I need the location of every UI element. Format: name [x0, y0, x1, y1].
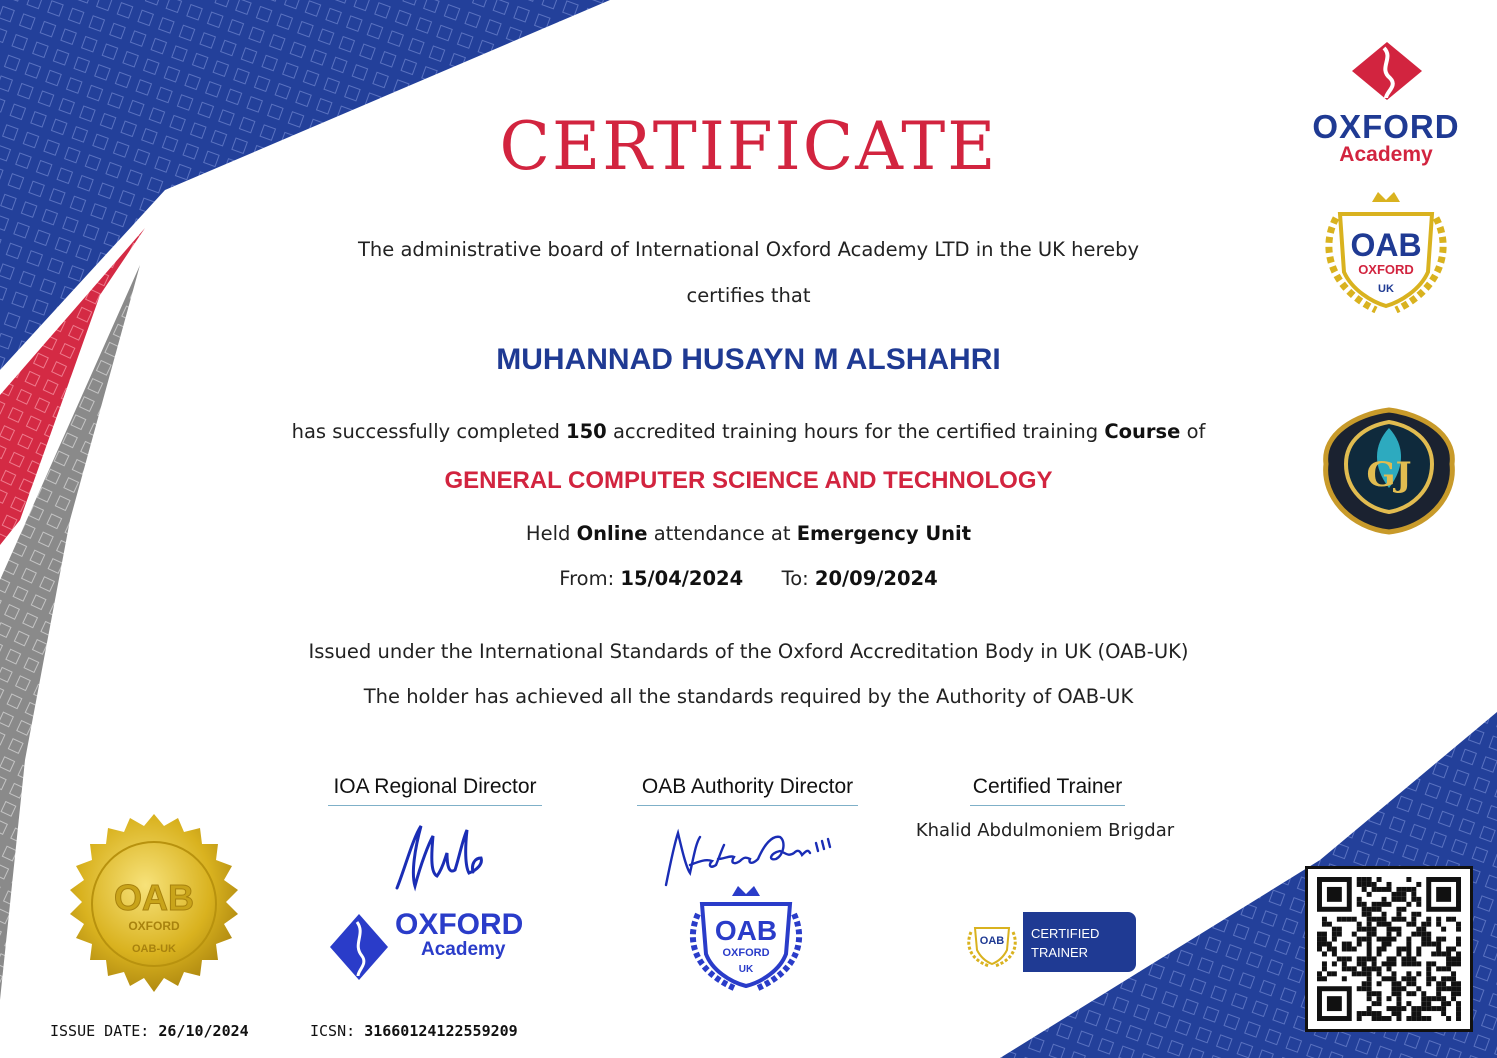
recipient-name: MUHANNAD HUSAYN M ALSHAHRI [496, 343, 1001, 376]
completion-middle: accredited training hours for the certified training [612, 420, 1099, 443]
qr-code-frame [1305, 866, 1473, 1032]
seal-country: OAB-UK [132, 943, 176, 955]
oxford-logo-main: OXFORD [1312, 108, 1460, 145]
emblem-initials: GJ [1366, 455, 1412, 495]
oxford-academy-logo [1296, 110, 1476, 166]
oab-stamp-icon [684, 884, 808, 994]
certified-badge-line2: TRAINER [1031, 945, 1089, 960]
oab-stamp-main: OAB [714, 915, 778, 946]
certified-trainer-badge [1023, 912, 1136, 972]
held-line [0, 522, 1497, 545]
oxford-stamp [395, 910, 545, 960]
certificate-title: CERTIFICATE [499, 108, 998, 185]
seal-sub: OXFORD [128, 919, 180, 933]
qr-code-icon [1316, 877, 1462, 1021]
intro-line-1: The administrative board of International Oxford Academy LTD in the UK hereby [357, 238, 1140, 261]
held-middle: attendance at [653, 522, 791, 545]
from-label: From: [559, 567, 615, 590]
oxford-stamp-sub: Academy [421, 939, 506, 960]
attendance-mode: Online [576, 522, 648, 545]
oab-stamp-sub: OXFORD [722, 947, 770, 959]
course-name: GENERAL COMPUTER SCIENCE AND TECHNOLOGY [444, 467, 1053, 494]
issue-date-label: ISSUE DATE: [50, 1022, 150, 1040]
oxford-stamp-main: OXFORD [395, 908, 524, 941]
issue-date-block [50, 1022, 249, 1040]
icsn-block [310, 1022, 518, 1040]
completion-line [0, 420, 1497, 443]
icsn-label: ICSN: [310, 1022, 356, 1040]
dates-line [0, 567, 1497, 590]
held-prefix: Held [525, 522, 571, 545]
to-label: To: [781, 567, 809, 590]
regional-director-title: IOA Regional Director [328, 775, 542, 806]
intro-line-2: certifies that [686, 284, 811, 307]
oab-crest-icon [1316, 188, 1456, 316]
authority-director-signature [660, 825, 840, 890]
oxford-logo-sub: Academy [1339, 143, 1433, 166]
standards-line-2: The holder has achieved all the standards required by the Authority of OAB-UK [363, 685, 1134, 708]
gold-seal-icon [58, 812, 250, 1004]
completion-suffix: of [1186, 420, 1206, 443]
oxford-stamp-icon [328, 912, 390, 982]
certified-trainer-title: Certified Trainer [970, 775, 1125, 806]
standards-line-1: Issued under the International Standards of the Oxford Accreditation Body in UK (OAB-UK) [308, 640, 1189, 663]
certified-trainer-crest-icon [965, 918, 1019, 968]
from-date: 15/04/2024 [620, 567, 744, 590]
regional-director-signature [385, 818, 495, 898]
issue-date-value: 26/10/2024 [158, 1022, 249, 1040]
oab-crest-sub: OXFORD [1358, 262, 1414, 277]
oab-stamp-country: UK [738, 964, 754, 975]
icsn-value: 31660124122559209 [364, 1022, 518, 1040]
authority-director-title: OAB Authority Director [637, 775, 858, 806]
svg-text:OAB: OAB [979, 935, 1005, 947]
training-hours: 150 [566, 420, 607, 443]
oab-crest-main: OAB [1350, 227, 1422, 263]
seal-main: OAB [114, 877, 194, 918]
to-date: 20/09/2024 [814, 567, 938, 590]
location: Emergency Unit [796, 522, 972, 545]
trainer-name: Khalid Abdulmoniem Brigdar [915, 820, 1175, 841]
certified-badge-line1: CERTIFIED [1031, 926, 1100, 941]
oab-crest-country: UK [1378, 283, 1394, 295]
course-word: Course [1104, 420, 1181, 443]
oxford-academy-logo-icon [1350, 40, 1424, 102]
completion-prefix: has successfully completed [291, 420, 560, 443]
gold-emblem-icon [1316, 404, 1462, 536]
